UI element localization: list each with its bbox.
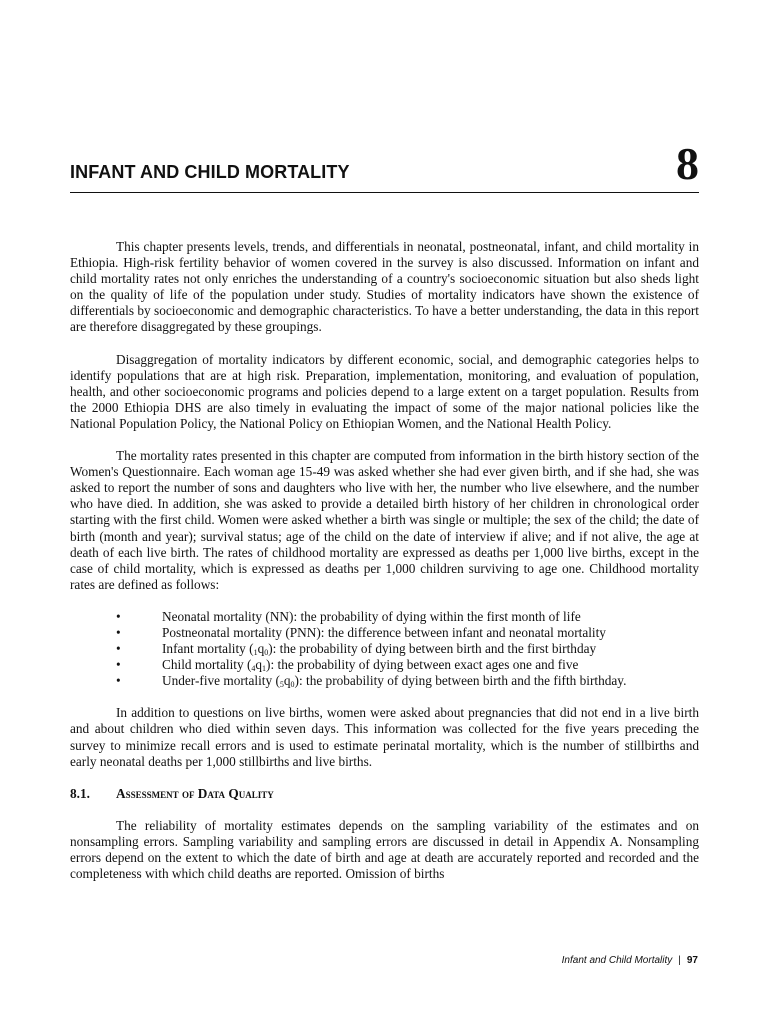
bullet-icon: • [116,641,121,657]
page-footer [562,955,698,966]
section-heading [70,786,699,802]
chapter-title: INFANT AND CHILD MORTALITY [70,162,350,182]
page-number: 97 [686,955,698,966]
paragraph-intro: This chapter presents levels, trends, and differentials in neonatal, postneonatal, infant, and child mortality in Ethiopia. High-risk fertility behavior of women covered in the survey is also discussed. Information on infant and child mortality rates not only enriches the understanding of a country's socioeconomic situation but also sheds light on the quality of life of the population under study. Studies of mortality indicators have shown the existence of differentials by socioeconomic and demographic characteristics. To have a better understanding, the data in this report are therefore disaggregated by these groupings. [70,239,699,335]
mortality-definitions-list [70,609,699,689]
paragraph-data-quality: The reliability of mortality estimates depends on the sampling variability of the estimates and on nonsampling errors. Sampling variability and sampling errors are discussed in detail in Appendix A. Nonsampling errors depend on the extent to which the date of birth and age at death are accurately reported and recorded and the completeness with which child deaths are reported. Omission of births [70,817,699,882]
bullet-icon: • [116,657,121,673]
section-number: 8.1. [70,785,90,801]
list-item: • Neonatal mortality (NN): the probability of dying within the first month of life [116,608,581,624]
bullet-icon: • [116,608,121,624]
body-text [70,239,699,898]
paragraph-mortality-rates: The mortality rates presented in this chapter are computed from information in the birth history section of the Women's Questionnaire. Each woman age 15-49 was asked whether she had ever given birth, and if she had, she was asked to report the number of sons and daughters who live with her, the number who live elsewhere, and the number who have died. In addition, she was asked to provide a detailed birth history of her children in chronological order starting with the first child. Women were asked whether a birth was single or multiple; the sex of the child; the date of birth (month and year); survival status; age of the child on the date of interview if alive; and if not alive, the age at death of each live birth. The rates of childhood mortality are expressed as deaths per 1,000 live births, except in the case of child mortality, which is expressed as deaths per 1,000 children surviving to age one. Childhood mortality rates are defined as follows: [70,448,699,592]
footer-separator: | [678,955,681,966]
list-item: • Postneonatal mortality (PNN): the difference between infant and neonatal mortality [116,624,606,640]
footer-title: Infant and Child Mortality [561,955,673,966]
list-item: • Infant mortality $(_1q_0)$: the probability of dying between birth and the first birthday [116,641,597,658]
list-item: • Child mortality $(_4q_1)$: the probability of dying between exact ages one and five [116,657,579,674]
chapter-number: 8 [676,138,699,189]
list-item: • Under-five mortality $(_5q_0)$: the probability of dying between birth and the fifth birthday. [116,673,627,690]
chapter-header [70,138,699,193]
bullet-icon: • [116,673,121,689]
paragraph-perinatal: In addition to questions on live births, women were asked about pregnancies that did not end in a live birth and about children who died within seven days. This information was collected for the five years preceding the survey to minimize recall errors and is used to estimate perinatal mortality, which is the number of stillbirths and early neonatal deaths per 1,000 stillbirths and live births. [70,705,699,769]
section-title: Assessment of Data Quality [116,785,274,801]
paragraph-disaggregation: Disaggregation of mortality indicators by different economic, social, and demographic categories helps to identify populations that are at high risk. Preparation, implementation, monitoring, and evaluation of population, health, and other socioeconomic programs and policies depend to a large extent on a target population. Results from the 2000 Ethiopia DHS are also timely in evaluating the impact of some of the major national policies like the National Population Policy, the National Policy on Ethiopian Women, and the National Health Policy. [70,351,699,431]
bullet-icon: • [116,624,121,640]
document-page [70,0,699,1024]
